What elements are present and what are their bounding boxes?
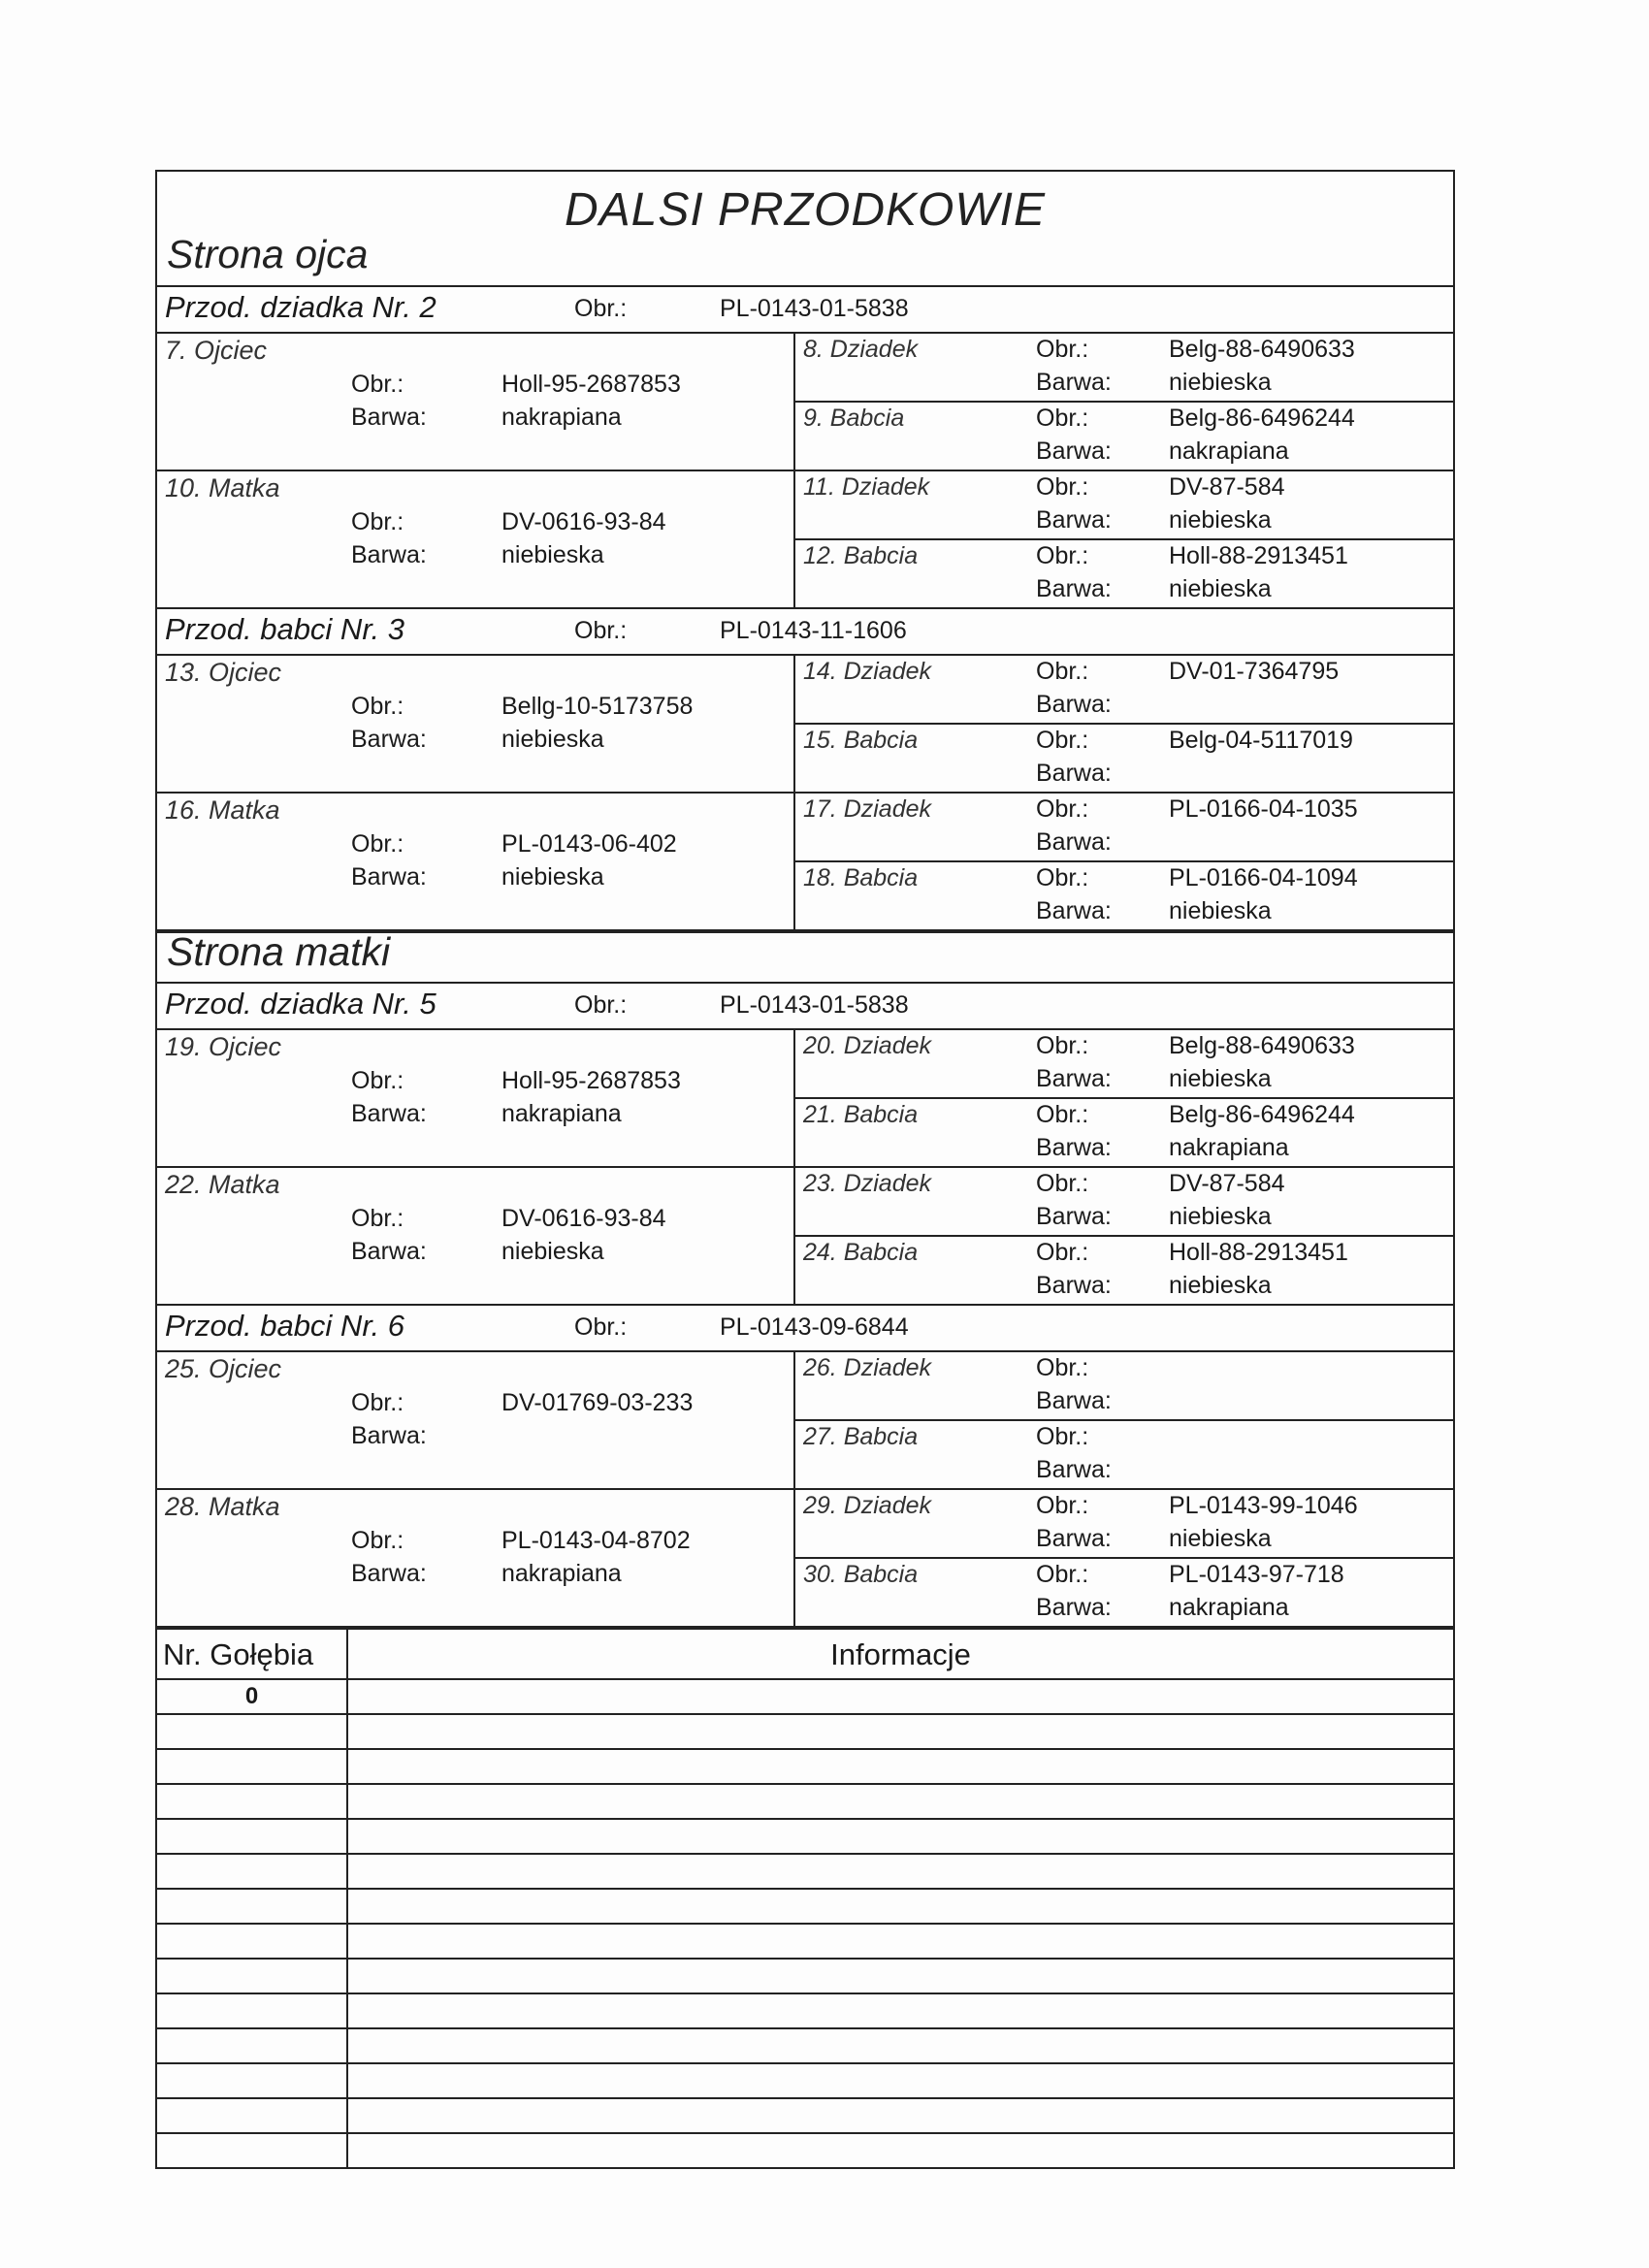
barwa-label: Barwa:	[1036, 369, 1112, 396]
parent-block	[157, 334, 1453, 471]
obr-label: Obr.:	[574, 1313, 628, 1341]
parent-name: 22. Matka	[165, 1170, 280, 1199]
parent-cell	[157, 794, 795, 929]
ring-number: Belg-88-6490633	[1169, 336, 1355, 363]
ring-number: Belg-86-6496244	[1169, 1101, 1355, 1128]
barwa-label: Barwa:	[1036, 575, 1112, 602]
parent-block	[157, 656, 1453, 794]
obr-label: Obr.:	[1036, 405, 1089, 432]
ring-number: DV-87-584	[1169, 473, 1285, 501]
father-side-section	[157, 287, 1453, 931]
ring-number: DV-87-584	[1169, 1170, 1285, 1197]
info-header-label: Informacje	[830, 1637, 971, 1671]
grandparents	[795, 1030, 1453, 1166]
barwa-label: Barwa:	[351, 1422, 427, 1449]
obr-label: Obr.:	[1036, 1492, 1089, 1519]
ancestor-line-label: Przod. babci Nr. 6	[165, 1309, 404, 1343]
parent-block	[157, 471, 1453, 609]
ring-number: Belg-88-6490633	[1169, 1032, 1355, 1059]
parent-name: 25. Ojciec	[165, 1354, 282, 1383]
ring-number: PL-0143-04-8702	[501, 1527, 691, 1554]
color-value: niebieska	[1169, 1065, 1272, 1092]
grandparent-cell	[795, 794, 1453, 862]
pigeon-number: 0	[244, 1683, 259, 1709]
barwa-label: Barwa:	[1036, 1065, 1112, 1092]
obr-label: Obr.:	[351, 1205, 404, 1232]
info-cell	[348, 2134, 1453, 2167]
info-cell	[348, 2029, 1453, 2064]
parent-cell	[157, 334, 795, 470]
obr-label: Obr.:	[351, 1389, 404, 1416]
nr-cell	[157, 1855, 346, 1890]
barwa-label: Barwa:	[1036, 828, 1112, 856]
nr-cell	[157, 1994, 346, 2029]
barwa-label: Barwa:	[351, 726, 427, 753]
color-value: nakrapiana	[1169, 1134, 1289, 1161]
obr-label: Obr.:	[1036, 1423, 1089, 1450]
grandparent-name: 18. Babcia	[803, 864, 919, 891]
barwa-label: Barwa:	[1036, 1525, 1112, 1552]
sheet-header	[157, 172, 1453, 287]
color-value: nakrapiana	[1169, 437, 1289, 465]
color-value: niebieska	[1169, 1272, 1272, 1299]
grandparents	[795, 1352, 1453, 1488]
nr-cell	[157, 1785, 346, 1820]
obr-label: Obr.:	[1036, 1032, 1089, 1059]
grandparent-cell	[795, 1030, 1453, 1099]
color-value: niebieska	[1169, 1525, 1272, 1552]
grandparent-cell	[795, 656, 1453, 725]
obr-label: Obr.:	[1036, 864, 1089, 891]
parent-cell	[157, 1168, 795, 1304]
grandparent-cell	[795, 1237, 1453, 1304]
barwa-label: Barwa:	[1036, 1594, 1112, 1621]
grandparent-name: 26. Dziadek	[803, 1354, 932, 1381]
ring-number: Holl-95-2687853	[501, 371, 681, 398]
grandparents	[795, 1490, 1453, 1626]
ring-number: PL-0143-99-1046	[1169, 1492, 1358, 1519]
obr-label: Obr.:	[574, 295, 628, 322]
ring-number: PL-0143-97-718	[1169, 1561, 1344, 1588]
parent-cell	[157, 471, 795, 607]
ancestor-line-header	[157, 287, 1453, 334]
grandparent-name: 11. Dziadek	[803, 473, 930, 501]
obr-label: Obr.:	[1036, 473, 1089, 501]
info-cell	[348, 1925, 1453, 1960]
ring-number: PL-0143-11-1606	[720, 617, 907, 644]
parent-name: 7. Ojciec	[165, 336, 268, 365]
info-cell	[348, 1785, 1453, 1820]
grandparent-name: 15. Babcia	[803, 727, 919, 754]
parent-cell	[157, 656, 795, 792]
parent-name: 13. Ojciec	[165, 658, 282, 687]
obr-label: Obr.:	[351, 830, 404, 858]
grandparent-name: 17. Dziadek	[803, 795, 932, 823]
color-value: niebieska	[1169, 1203, 1272, 1230]
nr-cell	[157, 1715, 346, 1750]
parent-name: 19. Ojciec	[165, 1032, 282, 1061]
obr-label: Obr.:	[351, 1067, 404, 1094]
parent-block	[157, 1168, 1453, 1306]
color-value: nakrapiana	[501, 404, 622, 431]
grandparents	[795, 794, 1453, 929]
pedigree-sheet	[155, 170, 1455, 2169]
grandparent-name: 23. Dziadek	[803, 1170, 932, 1197]
barwa-label: Barwa:	[351, 541, 427, 568]
barwa-label: Barwa:	[351, 1100, 427, 1127]
parent-name: 16. Matka	[165, 795, 280, 825]
mother-side-title: Strona matki	[167, 929, 391, 974]
obr-label: Obr.:	[351, 1527, 404, 1554]
mother-side-bar	[157, 931, 1453, 984]
info-table	[157, 1628, 1453, 2167]
ring-number: PL-0166-04-1094	[1169, 864, 1358, 891]
grandparent-name: 27. Babcia	[803, 1423, 919, 1450]
color-value: niebieska	[501, 541, 604, 568]
ring-number: Holl-88-2913451	[1169, 542, 1348, 569]
color-value: niebieska	[501, 1238, 604, 1265]
obr-label: Obr.:	[574, 617, 628, 644]
ring-number: Belg-86-6496244	[1169, 405, 1355, 432]
nr-cell	[157, 1890, 346, 1925]
ring-number: PL-0166-04-1035	[1169, 795, 1358, 823]
ring-number: PL-0143-09-6844	[720, 1313, 909, 1341]
obr-label: Obr.:	[351, 693, 404, 720]
grandparents	[795, 656, 1453, 792]
obr-label: Obr.:	[351, 371, 404, 398]
ancestor-line-header	[157, 984, 1453, 1030]
barwa-label: Barwa:	[1036, 897, 1112, 924]
nr-cell	[157, 2064, 346, 2099]
ring-number: Holl-88-2913451	[1169, 1239, 1348, 1266]
ring-number: DV-0616-93-84	[501, 1205, 666, 1232]
grandparent-cell	[795, 334, 1453, 403]
grandparents	[795, 471, 1453, 607]
ancestor-line-label: Przod. dziadka Nr. 5	[165, 987, 436, 1021]
info-cell	[348, 2064, 1453, 2099]
parent-block	[157, 1030, 1453, 1168]
color-value: nakrapiana	[1169, 1594, 1289, 1621]
parent-name: 10. Matka	[165, 473, 280, 502]
parent-cell	[157, 1352, 795, 1488]
nr-cell	[157, 1750, 346, 1785]
ring-number: Belg-04-5117019	[1169, 727, 1353, 754]
color-value: nakrapiana	[501, 1560, 622, 1587]
grandparent-name: 21. Babcia	[803, 1101, 919, 1128]
obr-label: Obr.:	[574, 991, 628, 1019]
grandparents	[795, 1168, 1453, 1304]
grandparent-name: 9. Babcia	[803, 405, 905, 432]
obr-label: Obr.:	[1036, 542, 1089, 569]
obr-label: Obr.:	[1036, 1561, 1089, 1588]
grandparent-cell	[795, 1168, 1453, 1237]
grandparent-cell	[795, 471, 1453, 540]
barwa-label: Barwa:	[1036, 437, 1112, 465]
barwa-label: Barwa:	[1036, 1272, 1112, 1299]
parent-name: 28. Matka	[165, 1492, 280, 1521]
nr-cell	[157, 1960, 346, 1994]
ring-number: PL-0143-01-5838	[720, 991, 909, 1019]
mother-side-section	[157, 984, 1453, 1628]
parent-block	[157, 1490, 1453, 1628]
grandparent-name: 20. Dziadek	[803, 1032, 932, 1059]
father-side-title: Strona ojca	[167, 232, 369, 276]
info-cell	[348, 1820, 1453, 1855]
ring-number: DV-01-7364795	[1169, 658, 1340, 685]
barwa-label: Barwa:	[1036, 506, 1112, 534]
grandparent-name: 30. Babcia	[803, 1561, 919, 1588]
grandparent-cell	[795, 1352, 1453, 1421]
grandparent-cell	[795, 725, 1453, 792]
info-header	[348, 1630, 1453, 1680]
info-column	[348, 1630, 1453, 2167]
nr-column	[157, 1630, 348, 2167]
grandparent-name: 14. Dziadek	[803, 658, 932, 685]
barwa-label: Barwa:	[351, 863, 427, 891]
parent-cell	[157, 1030, 795, 1166]
ancestor-line-label: Przod. babci Nr. 3	[165, 612, 404, 646]
parent-cell	[157, 1490, 795, 1626]
ring-number: DV-0616-93-84	[501, 508, 666, 535]
ring-number: Holl-95-2687853	[501, 1067, 681, 1094]
grandparent-cell	[795, 540, 1453, 607]
ancestor-line-header	[157, 1306, 1453, 1352]
grandparents	[795, 334, 1453, 470]
parent-block	[157, 794, 1453, 931]
grandparent-cell	[795, 1559, 1453, 1626]
grandparent-cell	[795, 1099, 1453, 1166]
color-value: niebieska	[1169, 506, 1272, 534]
ring-number: Bellg-10-5173758	[501, 693, 694, 720]
barwa-label: Barwa:	[1036, 1456, 1112, 1483]
grandparent-name: 12. Babcia	[803, 542, 919, 569]
ring-number: DV-01769-03-233	[501, 1389, 694, 1416]
color-value: nakrapiana	[501, 1100, 622, 1127]
obr-label: Obr.:	[1036, 795, 1089, 823]
nr-cell	[157, 2099, 346, 2134]
barwa-label: Barwa:	[1036, 1203, 1112, 1230]
info-cell	[348, 1750, 1453, 1785]
color-value: niebieska	[1169, 369, 1272, 396]
color-value: niebieska	[501, 863, 604, 891]
barwa-label: Barwa:	[351, 1560, 427, 1587]
grandparent-name: 29. Dziadek	[803, 1492, 932, 1519]
page-title: DALSI PRZODKOWIE	[564, 184, 1047, 236]
obr-label: Obr.:	[1036, 658, 1089, 685]
info-cell	[348, 1994, 1453, 2029]
info-cell	[348, 1890, 1453, 1925]
ring-number: PL-0143-01-5838	[720, 295, 909, 322]
barwa-label: Barwa:	[351, 1238, 427, 1265]
grandparent-cell	[795, 1490, 1453, 1559]
obr-label: Obr.:	[1036, 1239, 1089, 1266]
color-value: niebieska	[501, 726, 604, 753]
nr-cell	[157, 1680, 346, 1715]
barwa-label: Barwa:	[1036, 760, 1112, 787]
nr-cell	[157, 2029, 346, 2064]
color-value: niebieska	[1169, 575, 1272, 602]
grandparent-cell	[795, 862, 1453, 929]
info-cell	[348, 1715, 1453, 1750]
nr-header	[157, 1630, 346, 1680]
obr-label: Obr.:	[1036, 727, 1089, 754]
info-cell	[348, 2099, 1453, 2134]
info-cell	[348, 1680, 1453, 1715]
nr-cell	[157, 1820, 346, 1855]
grandparent-cell	[795, 403, 1453, 470]
obr-label: Obr.:	[1036, 336, 1089, 363]
nr-cell	[157, 1925, 346, 1960]
obr-label: Obr.:	[351, 508, 404, 535]
obr-label: Obr.:	[1036, 1101, 1089, 1128]
barwa-label: Barwa:	[351, 404, 427, 431]
obr-label: Obr.:	[1036, 1354, 1089, 1381]
ancestor-line-header	[157, 609, 1453, 656]
ancestor-line-label: Przod. dziadka Nr. 2	[165, 290, 436, 324]
info-cell	[348, 1855, 1453, 1890]
grandparent-name: 24. Babcia	[803, 1239, 919, 1266]
barwa-label: Barwa:	[1036, 1387, 1112, 1414]
color-value: niebieska	[1169, 897, 1272, 924]
nr-cell	[157, 2134, 346, 2167]
parent-block	[157, 1352, 1453, 1490]
grandparent-cell	[795, 1421, 1453, 1488]
info-cell	[348, 1960, 1453, 1994]
grandparent-name: 8. Dziadek	[803, 336, 919, 363]
obr-label: Obr.:	[1036, 1170, 1089, 1197]
nr-header-label: Nr. Gołębia	[163, 1637, 314, 1671]
barwa-label: Barwa:	[1036, 1134, 1112, 1161]
ring-number: PL-0143-06-402	[501, 830, 677, 858]
barwa-label: Barwa:	[1036, 691, 1112, 718]
